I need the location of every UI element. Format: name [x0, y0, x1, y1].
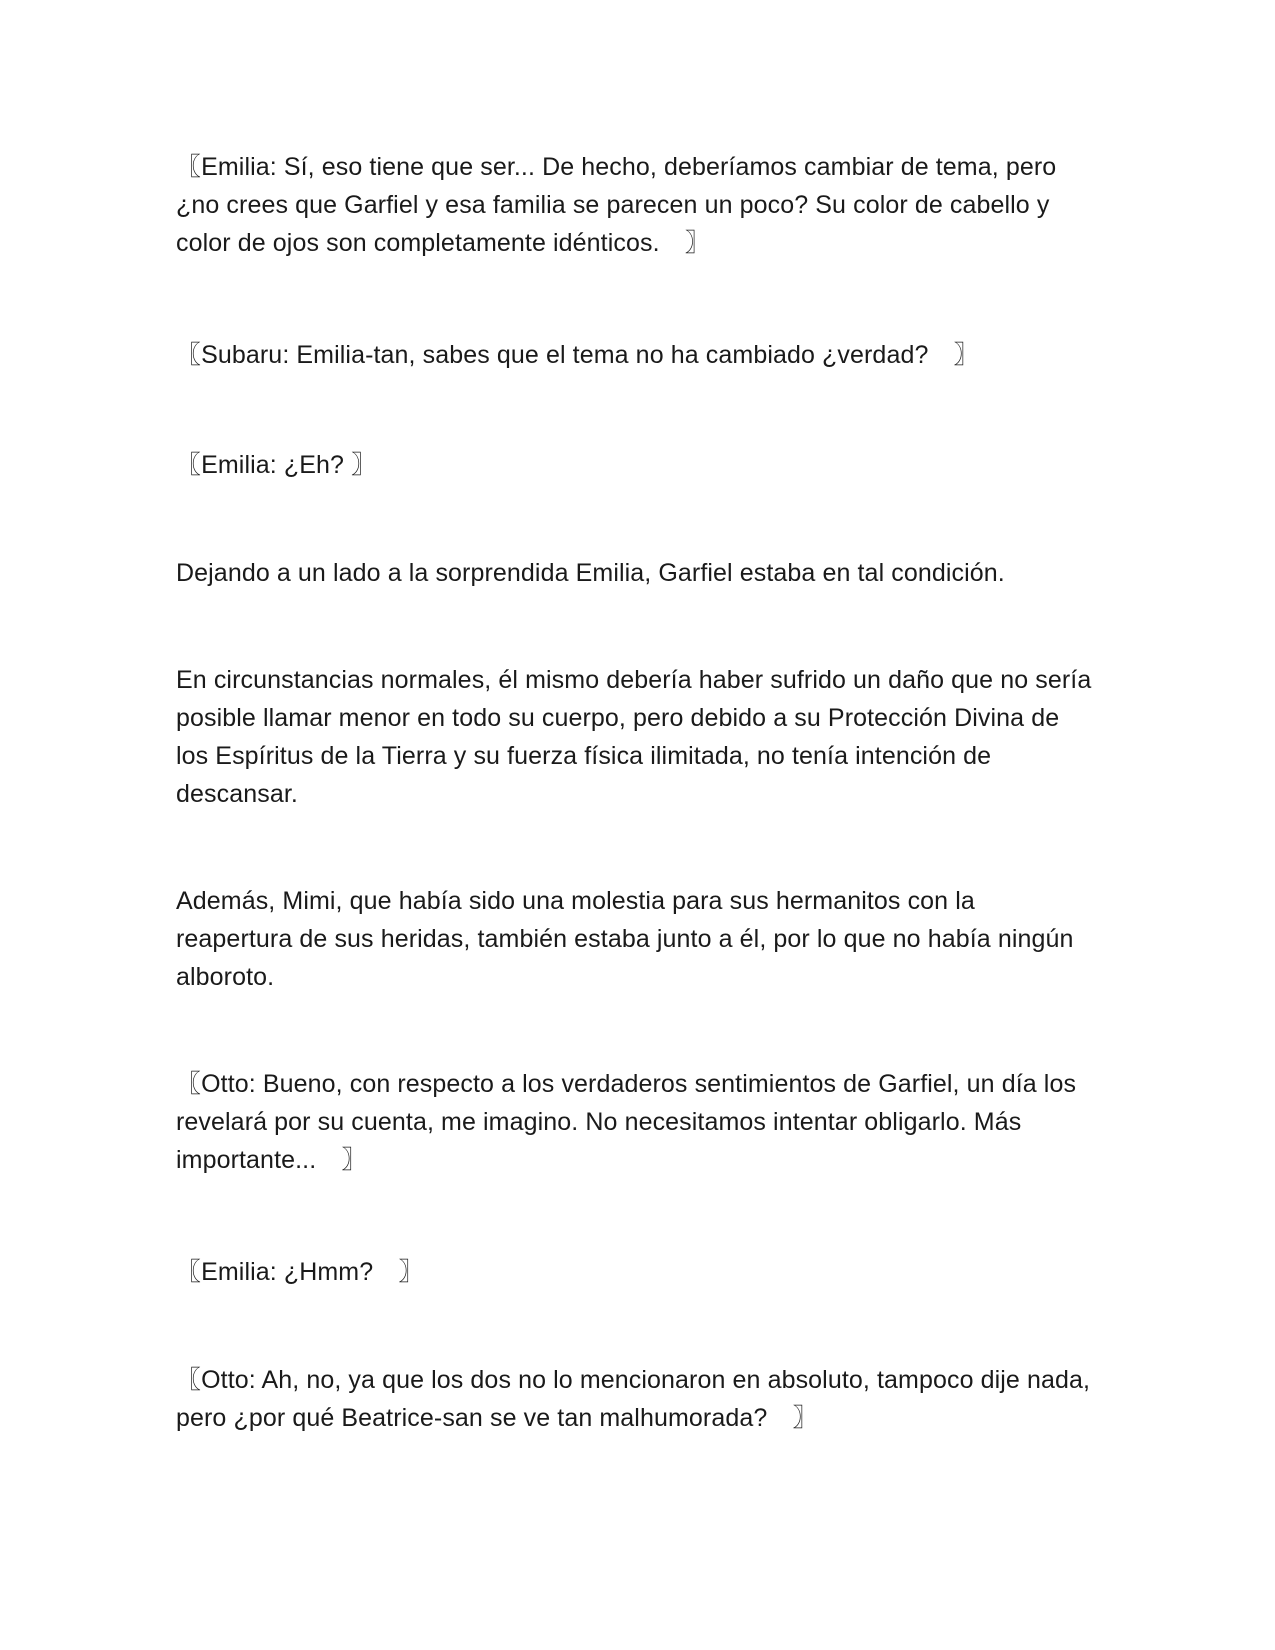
paragraph-emilia-dialogue-1: 〖Emilia: Sí, eso tiene que ser... De hecho, deberíamos cambiar de tema, pero ¿no crees que Garfiel y esa familia se parecen un poco? Su color de cabello y color de ojos son completamente idénticos. 〗 [176, 153, 1057, 257]
paragraph-emilia-dialogue-2: 〖Emilia: ¿Eh? 〗 [176, 451, 377, 479]
paragraph-otto-dialogue-2: 〖Otto: Ah, no, ya que los dos no lo mencionaron en absoluto, tampoco dije nada, pero ¿por qué Beatrice-san se ve tan malhumorada? 〗 [176, 1366, 1091, 1432]
paragraph-subaru-dialogue: 〖Subaru: Emilia-tan, sabes que el tema no ha cambiado ¿verdad? 〗 [176, 341, 979, 369]
paragraph-narration-2: En circunstancias normales, él mismo debería haber sufrido un daño que no sería posible llamar menor en todo su cuerpo, pero debido a su Protección Divina de los Espíritus de la Tierra y su fuerza física ilimitada, no tenía intención de descansar. [176, 666, 1092, 808]
paragraph-emilia-dialogue-3: 〖Emilia: ¿Hmm? 〗 [176, 1258, 424, 1286]
paragraph-otto-dialogue-1: 〖Otto: Bueno, con respecto a los verdaderos sentimientos de Garfiel, un día los revelará por su cuenta, me imagino. No necesitamos intentar obligarlo. Más importante... 〗 [176, 1070, 1077, 1174]
paragraph-narration-3: Además, Mimi, que había sido una molestia para sus hermanitos con la reapertura de sus heridas, también estaba junto a él, por lo que no había ningún alboroto. [176, 887, 1074, 991]
paragraph-narration-1: Dejando a un lado a la sorprendida Emilia, Garfiel estaba en tal condición. [176, 559, 1005, 587]
